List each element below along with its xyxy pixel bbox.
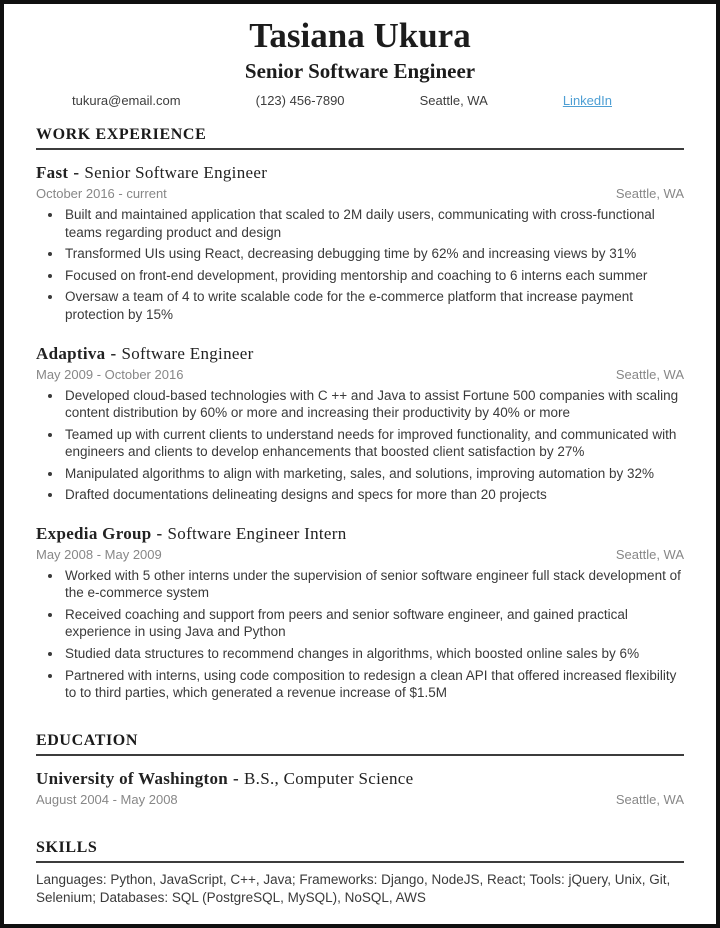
job-entry-adaptiva xyxy=(36,344,684,504)
job-role: Software Engineer Intern xyxy=(167,523,347,543)
date-range: August 2004 - May 2008 xyxy=(36,791,178,807)
degree: B.S., Computer Science xyxy=(244,768,414,788)
linkedin-link[interactable]: LinkedIn xyxy=(562,93,612,109)
school-name: University of Washington xyxy=(36,768,229,788)
job-location: Seattle, WA xyxy=(615,546,684,562)
education-entry xyxy=(36,769,684,807)
bullet-item: • Built and maintained application that scaled to 2M daily users, communicating with cross-functional teams regarding product and design xyxy=(63,206,684,241)
job-bullet-list xyxy=(36,206,684,323)
title-dash: - xyxy=(233,768,239,788)
date-range: October 2016 - current xyxy=(36,186,167,202)
person-title: Senior Software Engineer xyxy=(244,59,476,84)
title-dash: - xyxy=(73,163,80,183)
education-title-line xyxy=(36,769,684,789)
job-entry-expedia-group xyxy=(36,524,684,702)
job-title-line xyxy=(36,524,684,544)
contact-email: tukura@email.com xyxy=(72,93,181,109)
bullet-item: • Manipulated algorithms to align with marketing, sales, and solutions, improving automation by 32% xyxy=(63,465,684,483)
bullet-item: • Oversaw a team of 4 to write scalable code for the e-commerce platform that increase payment protection by 15% xyxy=(63,288,684,323)
bullet-item: • Drafted documentations delineating designs and specs for more than 20 projects xyxy=(63,486,684,504)
bullet-item: • Developed cloud-based technologies with C ++ and Java to assist Fortune 500 companies with scaling content distribution by 60% or more and increasing their productivity by 40% or more xyxy=(63,387,684,422)
skills-text: Languages: Python, JavaScript, C++, Java; Frameworks: Django, NodeJS, React; Tools: jQuery, Unix, Git, Selenium; Databases: SQL (PostgreSQL, MySQL), NoSQL, AWS xyxy=(36,871,671,905)
bullet-item: • Transformed UIs using React, decreasing debugging time by 62% and increasing views by 31% xyxy=(63,245,684,263)
date-range: May 2009 - October 2016 xyxy=(36,366,184,382)
job-entry-fast xyxy=(36,163,684,323)
person-name: Tasiana Ukura xyxy=(249,16,471,55)
contact-location: Seattle, WA xyxy=(419,93,488,109)
job-bullet-list xyxy=(36,567,684,702)
bullet-item: • Studied data structures to recommend changes in algorithms, which boosted online sales by 6% xyxy=(63,645,684,663)
section-work-experience xyxy=(36,126,684,701)
date-range: May 2008 - May 2009 xyxy=(36,546,162,562)
job-bullet-list xyxy=(36,387,684,504)
work-experience-heading: WORK EXPERIENCE xyxy=(36,126,684,150)
resume-header xyxy=(36,16,684,108)
bullet-item: • Worked with 5 other interns under the supervision of senior software engineer full stack development of the e-commerce system xyxy=(63,567,684,602)
section-education xyxy=(36,732,684,807)
bullet-item: • Focused on front-end development, providing mentorship and coaching to 6 interns each summer xyxy=(63,267,684,285)
company-name: Fast xyxy=(36,163,69,183)
education-location: Seattle, WA xyxy=(615,791,684,807)
section-skills xyxy=(36,839,684,907)
bullet-item: • Teamed up with current clients to understand needs for improved functionality, and communicated with engineers and clients to develop enhancements that boosted client satisfaction by 27% xyxy=(63,426,684,461)
skills-heading: SKILLS xyxy=(36,839,684,863)
title-dash: - xyxy=(156,523,163,543)
contact-row xyxy=(36,93,684,108)
education-meta-row xyxy=(36,792,684,807)
job-location: Seattle, WA xyxy=(615,186,684,202)
bullet-item: • Partnered with interns, using code composition to redesign a clean API that offered increased flexibility to to third parties, which generated a revenue increase of $1.5M xyxy=(63,667,684,702)
bullet-item: • Received coaching and support from peers and senior software engineer, and gained practical experience in using Java and Python xyxy=(63,606,684,641)
job-meta-row xyxy=(36,367,684,382)
job-role: Software Engineer xyxy=(121,343,254,363)
company-name: Expedia Group xyxy=(36,523,152,543)
job-location: Seattle, WA xyxy=(615,366,684,382)
job-role: Senior Software Engineer xyxy=(84,163,268,183)
job-meta-row xyxy=(36,547,684,562)
job-title-line xyxy=(36,163,684,183)
education-heading: EDUCATION xyxy=(36,732,684,756)
contact-phone: (123) 456-7890 xyxy=(255,93,345,109)
company-name: Adaptiva xyxy=(36,343,106,363)
title-dash: - xyxy=(110,343,117,363)
job-title-line xyxy=(36,344,684,364)
job-meta-row xyxy=(36,186,684,201)
